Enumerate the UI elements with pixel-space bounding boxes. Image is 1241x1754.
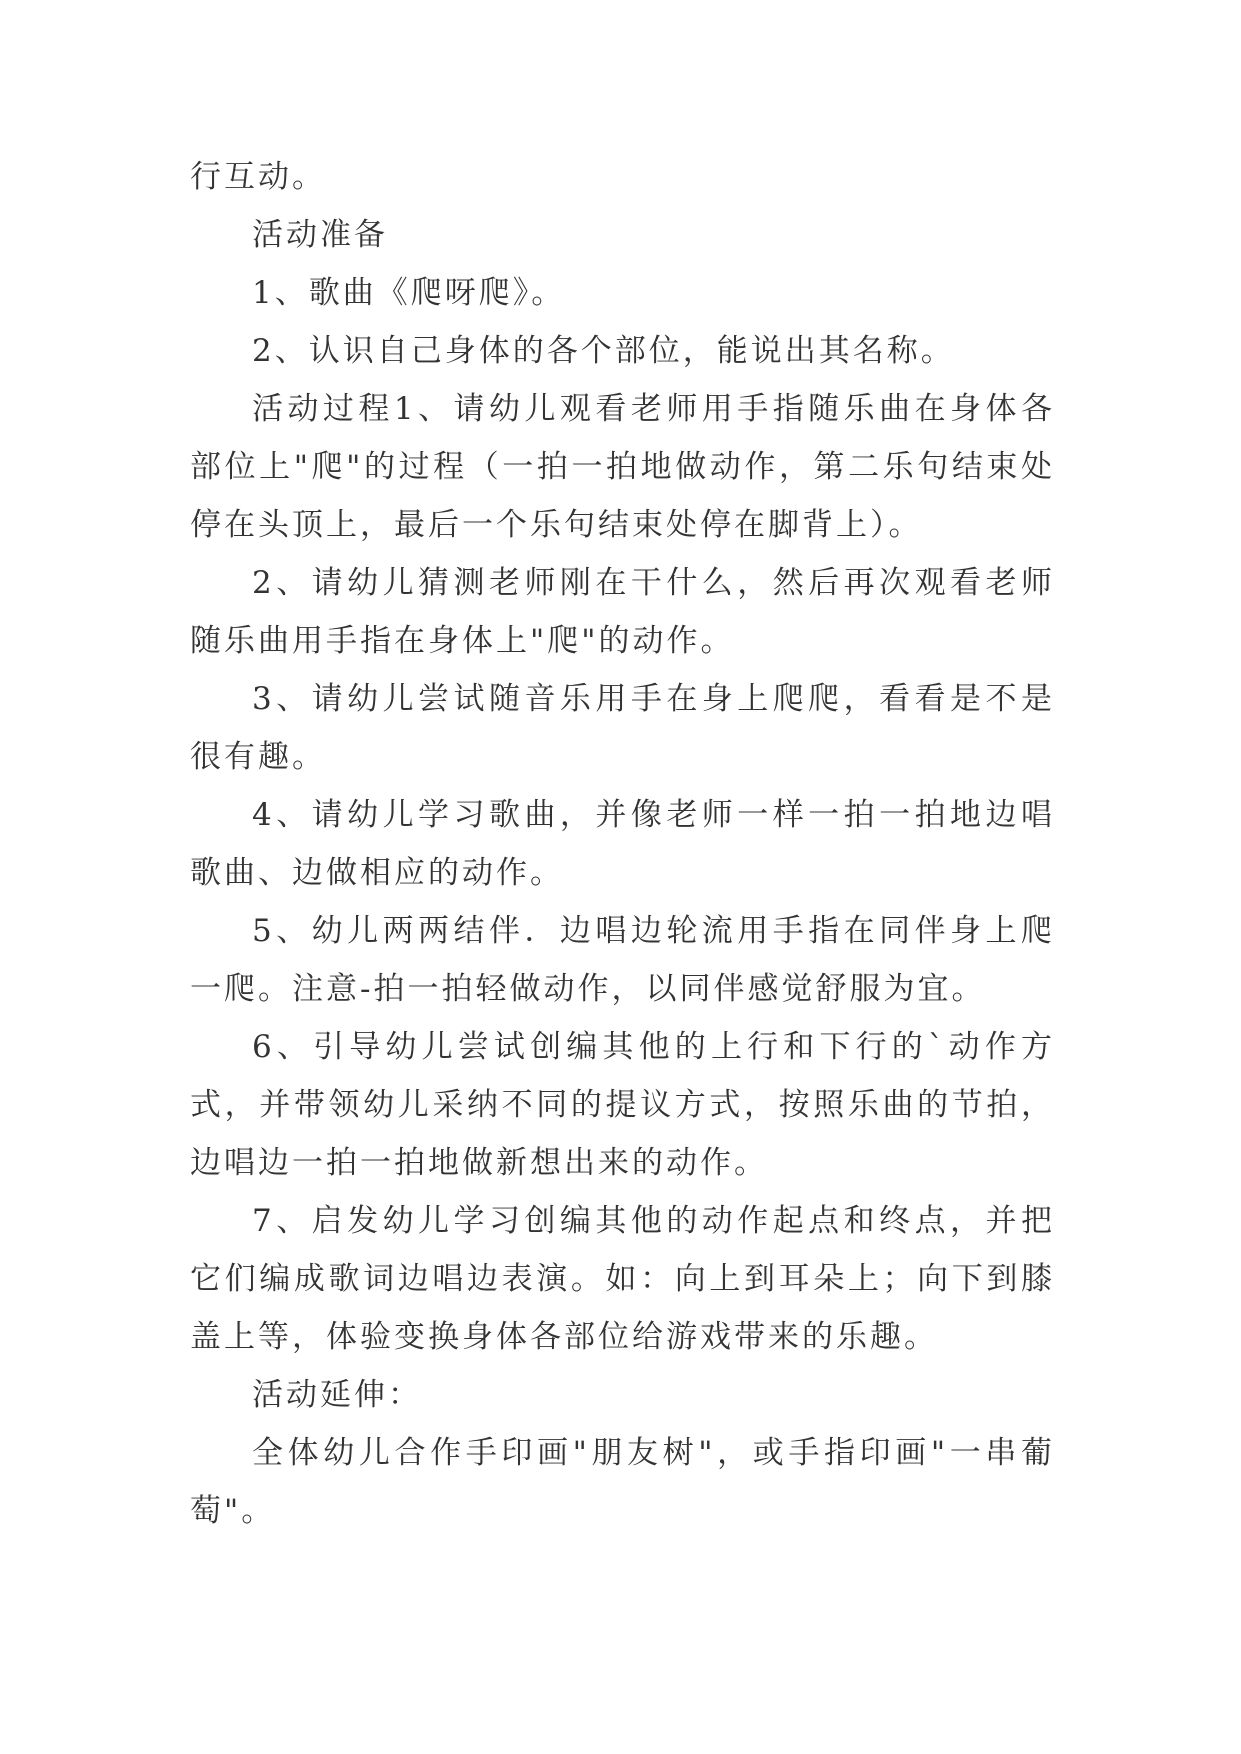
document-body xyxy=(190,148,1055,1540)
paragraph-process-2: 2、请幼儿猜测老师刚在干什么，然后再次观看老师随乐曲用手指在身体上"爬"的动作。 xyxy=(190,565,1055,659)
paragraph-process-5: 5、幼儿两两结伴．边唱边轮流用手指在同伴身上爬一爬。注意-拍一拍轻做动作，以同伴感觉舒服为宜。 xyxy=(190,913,1055,1007)
section-heading-preparation: 活动准备 xyxy=(252,217,388,253)
paragraph-process-6: 6、引导幼儿尝试创编其他的上行和下行的`动作方式，并带领幼儿采纳不同的提议方式，按照乐曲的节拍，边唱边一拍一拍地做新想出来的动作。 xyxy=(190,1029,1055,1181)
paragraph-extension: 全体幼儿合作手印画"朋友树"，或手指印画"一串葡萄"。 xyxy=(190,1435,1055,1529)
paragraph-continuation: 行互动。 xyxy=(190,159,326,195)
section-heading-extension: 活动延伸： xyxy=(252,1377,422,1413)
paragraph-prep-2: 2、认识自己身体的各个部位，能说出其名称。 xyxy=(252,333,955,369)
paragraph-process-7: 7、启发幼儿学习创编其他的动作起点和终点，并把它们编成歌词边唱边表演。如：向上到耳朵上；向下到膝盖上等，体验变换身体各部位给游戏带来的乐趣。 xyxy=(190,1203,1055,1355)
paragraph-process-1: 活动过程1、请幼儿观看老师用手指随乐曲在身体各部位上"爬"的过程（一拍一拍地做动作，第二乐句结束处停在头顶上，最后一个乐句结束处停在脚背上）。 xyxy=(190,391,1055,543)
paragraph-process-4: 4、请幼儿学习歌曲，并像老师一样一拍一拍地边唱歌曲、边做相应的动作。 xyxy=(190,797,1055,891)
paragraph-process-3: 3、请幼儿尝试随音乐用手在身上爬爬，看看是不是很有趣。 xyxy=(190,681,1055,775)
paragraph-prep-1: 1、歌曲《爬呀爬》。 xyxy=(252,275,566,311)
